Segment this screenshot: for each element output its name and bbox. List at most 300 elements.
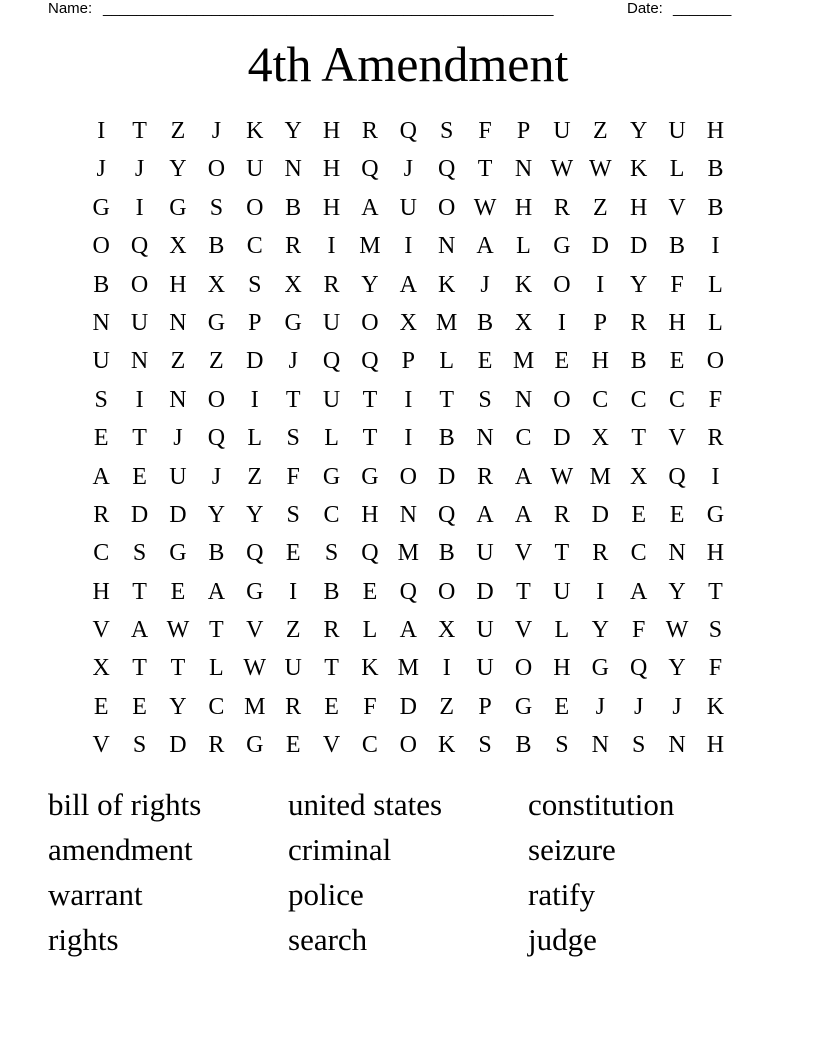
grid-cell: Q [668, 463, 686, 490]
word-row [48, 917, 768, 962]
grid-cell: Z [285, 617, 301, 644]
grid-cell: T [132, 578, 147, 605]
grid-cell: U [322, 386, 341, 413]
grid-cell: H [668, 309, 686, 336]
grid-cell: L [362, 617, 378, 644]
grid-cell: E [170, 578, 186, 605]
grid-cell: X [514, 309, 533, 336]
grid-cell: W [166, 617, 190, 644]
word-item: ratify [528, 877, 596, 912]
grid-cell: A [361, 194, 379, 221]
grid-cell: Q [399, 578, 417, 605]
grid-cell: X [438, 617, 456, 644]
grid-cell: M [397, 655, 419, 682]
grid-cell: W [473, 194, 497, 221]
name-label: Name: [48, 0, 93, 17]
grid-cell: N [668, 540, 686, 567]
grid-cell: X [284, 271, 302, 298]
grid-cell: Q [361, 348, 379, 375]
grid-cell: M [589, 463, 611, 490]
grid-cell: S [324, 540, 339, 567]
grid-cell: C [592, 386, 609, 413]
grid-cell: S [132, 732, 147, 759]
grid-cell: V [92, 732, 110, 759]
grid-cell: J [633, 693, 644, 720]
grid-cell: S [708, 617, 723, 644]
grid-cell: R [477, 463, 494, 490]
grid-cell: T [285, 386, 301, 413]
grid-cell: T [209, 617, 224, 644]
grid-cell: F [631, 617, 646, 644]
grid-cell: I [557, 309, 566, 336]
grid-cell: S [248, 271, 262, 298]
grid-cell: Q [246, 540, 264, 567]
grid-cell: I [404, 386, 413, 413]
grid-cell: C [323, 501, 340, 528]
grid-cell: L [439, 348, 455, 375]
grid-cell: U [476, 617, 494, 644]
grid-cell: V [514, 540, 533, 567]
grid-cell: D [553, 425, 571, 452]
letter-grid [82, 112, 735, 765]
grid-cell: N [399, 501, 417, 528]
grid-cell: H [706, 118, 725, 144]
grid-cell: O [399, 463, 417, 490]
grid-cell: B [285, 194, 302, 221]
grid-cell: R [93, 501, 110, 528]
grid-cell: Z [247, 463, 263, 490]
grid-cell: I [404, 233, 413, 260]
header [0, 0, 816, 20]
grid-cell: Z [439, 693, 455, 720]
grid-cell: B [707, 194, 724, 221]
word-item: rights [48, 922, 119, 957]
grid-cell: G [169, 540, 187, 567]
word-item: criminal [288, 832, 392, 867]
grid-cell: M [359, 233, 381, 260]
grid-cell: E [285, 540, 301, 567]
grid-cell: H [322, 156, 341, 183]
grid-cell: B [208, 233, 225, 260]
grid-cell: O [514, 655, 533, 682]
grid-cell: E [132, 463, 147, 490]
word-list [48, 782, 768, 962]
word-row [48, 872, 768, 917]
grid-cell: Y [284, 118, 302, 144]
grid-cell: I [97, 118, 106, 144]
grid-cell: V [246, 617, 264, 644]
grid-cell: E [93, 693, 109, 720]
grid-cell: K [514, 271, 533, 298]
grid-cell: Z [592, 194, 608, 221]
grid-cell: H [361, 501, 379, 528]
grid-cell: D [169, 501, 187, 528]
grid-cell: S [286, 425, 300, 452]
grid-cell: P [516, 118, 531, 144]
grid-cell: L [669, 156, 685, 183]
grid-row [82, 189, 735, 227]
grid-cell: G [92, 194, 110, 221]
grid-cell: Q [438, 501, 456, 528]
grid-cell: A [207, 578, 226, 605]
grid-row [82, 381, 735, 419]
grid-cell: G [169, 194, 187, 221]
grid-cell: A [92, 463, 110, 490]
word-item: amendment [48, 832, 193, 867]
grid-cell: O [92, 233, 110, 260]
grid-cell: A [399, 617, 417, 644]
grid-cell: Q [438, 156, 456, 183]
word-item: seizure [528, 832, 616, 867]
grid-cell: I [711, 463, 720, 490]
grid-cell: A [514, 463, 533, 490]
grid-cell: T [631, 425, 646, 452]
grid-cell: H [629, 194, 648, 221]
grid-cell: N [591, 732, 609, 759]
grid-cell: F [708, 655, 723, 682]
grid-cell: F [363, 693, 377, 720]
grid-cell: T [132, 118, 147, 144]
grid-cell: Y [169, 156, 187, 183]
grid-cell: U [476, 540, 494, 567]
grid-cell: O [207, 156, 226, 183]
grid-cell: X [399, 309, 417, 336]
grid-cell: S [555, 732, 569, 759]
grid-cell: O [438, 194, 456, 221]
grid-cell: K [438, 271, 456, 298]
grid-cell: B [477, 309, 494, 336]
grid-cell: T [170, 655, 186, 682]
grid-cell: J [672, 693, 682, 720]
grid-cell: Q [322, 348, 341, 375]
grid-cell: N [169, 386, 187, 413]
grid-cell: B [438, 425, 455, 452]
grid-cell: B [707, 156, 724, 183]
grid-cell: D [591, 501, 609, 528]
word-row [48, 827, 768, 872]
grid-cell: Y [629, 118, 648, 144]
grid-cell: F [286, 463, 300, 490]
grid-cell: S [132, 540, 147, 567]
grid-cell: N [514, 156, 533, 183]
grid-cell: G [207, 309, 226, 336]
grid-cell: O [553, 271, 571, 298]
grid-cell: Q [361, 156, 379, 183]
grid-cell: G [246, 578, 264, 605]
grid-cell: L [516, 233, 531, 260]
grid-cell: C [246, 233, 263, 260]
grid-cell: O [246, 194, 264, 221]
grid-cell: U [553, 118, 571, 144]
grid-cell: D [438, 463, 456, 490]
grid-cell: I [404, 425, 413, 452]
grid-cell: G [706, 501, 725, 528]
grid-cell: R [553, 501, 570, 528]
grid-cell: H [322, 118, 341, 144]
grid-cell: I [289, 578, 298, 605]
grid-cell: I [596, 271, 605, 298]
grid-cell: O [399, 732, 417, 759]
grid-cell: G [322, 463, 341, 490]
grid-cell: S [478, 386, 492, 413]
grid-cell: G [591, 655, 609, 682]
grid-cell: K [438, 732, 456, 759]
grid-cell: W [243, 655, 267, 682]
grid-cell: F [478, 118, 492, 144]
grid-cell: U [169, 463, 187, 490]
grid-cell: V [668, 194, 686, 221]
grid-cell: Y [207, 501, 226, 528]
grid-cell: U [322, 309, 341, 336]
grid-cell: A [629, 578, 648, 605]
grid-cell: Q [130, 233, 149, 260]
grid-cell: F [670, 271, 684, 298]
grid-cell: O [207, 386, 226, 413]
grid-cell: W [588, 156, 612, 183]
grid-cell: J [211, 463, 222, 490]
grid-row [82, 458, 735, 496]
grid-cell: J [134, 156, 145, 183]
grid-cell: K [361, 655, 379, 682]
grid-cell: T [554, 540, 570, 567]
grid-cell: T [324, 655, 339, 682]
grid-cell: Q [399, 118, 417, 144]
grid-cell: U [399, 194, 417, 221]
grid-cell: E [324, 693, 339, 720]
grid-row [82, 227, 735, 265]
grid-cell: R [707, 425, 724, 452]
grid-cell: U [553, 578, 571, 605]
grid-cell: N [169, 309, 187, 336]
grid-cell: E [669, 501, 685, 528]
grid-cell: U [476, 655, 494, 682]
grid-cell: V [322, 732, 341, 759]
grid-cell: J [173, 425, 183, 452]
grid-cell: Y [629, 271, 648, 298]
grid-cell: K [629, 156, 648, 183]
grid-row [82, 573, 735, 611]
grid-cell: K [706, 693, 725, 720]
grid-cell: T [132, 425, 147, 452]
grid-cell: O [361, 309, 379, 336]
grid-cell: N [668, 732, 686, 759]
grid-cell: U [284, 655, 302, 682]
grid-cell: A [476, 233, 494, 260]
grid-cell: H [706, 540, 725, 567]
date-label: Date: [627, 0, 663, 17]
grid-cell: A [399, 271, 417, 298]
grid-cell: V [92, 617, 110, 644]
word-item: constitution [528, 787, 675, 822]
grid-cell: E [93, 425, 109, 452]
grid-cell: P [478, 693, 492, 720]
grid-cell: R [592, 540, 609, 567]
grid-cell: E [669, 348, 685, 375]
grid-cell: U [130, 309, 149, 336]
grid-cell: J [211, 118, 222, 144]
grid-cell: D [130, 501, 149, 528]
grid-cell: Y [591, 617, 609, 644]
grid-cell: W [665, 617, 689, 644]
grid-cell: H [591, 348, 609, 375]
grid-cell: I [711, 233, 720, 260]
grid-cell: M [397, 540, 419, 567]
grid-cell: P [593, 309, 607, 336]
grid-cell: J [288, 348, 298, 375]
grid-cell: B [323, 578, 340, 605]
grid-cell: C [669, 386, 686, 413]
grid-cell: G [284, 309, 302, 336]
grid-cell: Y [668, 578, 686, 605]
grid-cell: Y [246, 501, 264, 528]
word-item: warrant [48, 877, 143, 912]
grid-cell: O [706, 348, 725, 375]
grid-cell: H [553, 655, 571, 682]
grid-cell: J [96, 156, 106, 183]
grid-cell: B [93, 271, 110, 298]
grid-cell: I [327, 233, 336, 260]
grid-cell: S [478, 732, 492, 759]
grid-cell: I [596, 578, 605, 605]
grid-cell: H [92, 578, 110, 605]
grid-row [82, 419, 735, 457]
grid-cell: G [246, 732, 264, 759]
grid-cell: T [477, 156, 493, 183]
grid-cell: T [439, 386, 455, 413]
grid-cell: B [208, 540, 225, 567]
grid-cell: E [631, 501, 646, 528]
grid-cell: Q [207, 425, 226, 452]
grid-cell: N [514, 386, 533, 413]
grid-cell: B [630, 348, 647, 375]
grid-row [82, 112, 735, 150]
word-row [48, 782, 768, 827]
grid-cell: N [284, 156, 302, 183]
grid-cell: R [285, 233, 302, 260]
word-item: police [288, 877, 364, 912]
grid-cell: R [208, 732, 225, 759]
grid-cell: L [554, 617, 570, 644]
grid-cell: D [629, 233, 648, 260]
grid-cell: O [130, 271, 149, 298]
grid-cell: S [209, 194, 224, 221]
grid-cell: X [92, 655, 110, 682]
grid-cell: D [246, 348, 264, 375]
grid-row [82, 150, 735, 188]
grid-cell: T [362, 386, 378, 413]
grid-cell: A [476, 501, 494, 528]
grid-cell: D [399, 693, 417, 720]
grid-cell: C [630, 540, 647, 567]
grid-cell: E [362, 578, 378, 605]
grid-cell: Q [629, 655, 648, 682]
grid-cell: H [322, 194, 341, 221]
grid-cell: V [668, 425, 686, 452]
grid-cell: N [92, 309, 110, 336]
grid-cell: L [708, 309, 723, 336]
grid-cell: U [92, 348, 110, 375]
grid-cell: Z [170, 118, 186, 144]
grid-cell: X [169, 233, 187, 260]
grid-cell: X [591, 425, 609, 452]
grid-cell: M [512, 348, 535, 375]
grid-cell: P [248, 309, 262, 336]
grid-cell: I [442, 655, 451, 682]
grid-cell: T [132, 655, 147, 682]
grid-cell: D [476, 578, 494, 605]
grid-row [82, 726, 735, 764]
word-item: bill of rights [48, 787, 202, 822]
grid-cell: Y [668, 655, 686, 682]
grid-cell: R [285, 693, 302, 720]
grid-cell: R [323, 271, 340, 298]
grid-cell: B [438, 540, 455, 567]
grid-cell: F [708, 386, 723, 413]
grid-cell: N [476, 425, 494, 452]
grid-cell: E [477, 348, 493, 375]
grid-cell: U [668, 118, 686, 144]
grid-cell: V [514, 617, 533, 644]
grid-row [82, 496, 735, 534]
grid-cell: I [135, 386, 144, 413]
grid-cell: H [169, 271, 187, 298]
grid-row [82, 304, 735, 342]
grid-cell: Q [361, 540, 379, 567]
grid-cell: N [130, 348, 149, 375]
grid-cell: D [591, 233, 609, 260]
grid-row [82, 688, 735, 726]
grid-cell: L [708, 271, 723, 298]
date-field-line: _______ [673, 0, 732, 17]
grid-cell: P [401, 348, 415, 375]
grid-cell: D [169, 732, 187, 759]
grid-cell: C [361, 732, 378, 759]
grid-cell: S [94, 386, 108, 413]
grid-cell: O [553, 386, 571, 413]
grid-row [82, 534, 735, 572]
grid-cell: Z [170, 348, 186, 375]
grid-cell: L [209, 655, 224, 682]
grid-cell: J [403, 156, 413, 183]
grid-cell: I [135, 194, 144, 221]
grid-cell: B [515, 732, 532, 759]
grid-cell: S [631, 732, 646, 759]
grid-cell: S [286, 501, 300, 528]
grid-cell: Y [169, 693, 187, 720]
grid-cell: C [515, 425, 532, 452]
grid-cell: G [553, 233, 571, 260]
grid-cell: K [246, 118, 264, 144]
grid-cell: C [208, 693, 225, 720]
grid-row [82, 342, 735, 380]
grid-cell: J [595, 693, 605, 720]
grid-cell: C [630, 386, 647, 413]
grid-row [82, 266, 735, 304]
grid-cell: O [438, 578, 456, 605]
grid-cell: W [550, 463, 574, 490]
grid-cell: M [436, 309, 458, 336]
grid-cell: H [706, 732, 725, 759]
grid-cell: N [438, 233, 456, 260]
grid-cell: S [440, 118, 454, 144]
grid-cell: G [361, 463, 379, 490]
word-item: search [288, 922, 368, 957]
grid-cell: E [554, 693, 570, 720]
grid-cell: C [93, 540, 110, 567]
grid-cell: T [708, 578, 723, 605]
grid-cell: E [132, 693, 147, 720]
grid-cell: R [323, 617, 340, 644]
